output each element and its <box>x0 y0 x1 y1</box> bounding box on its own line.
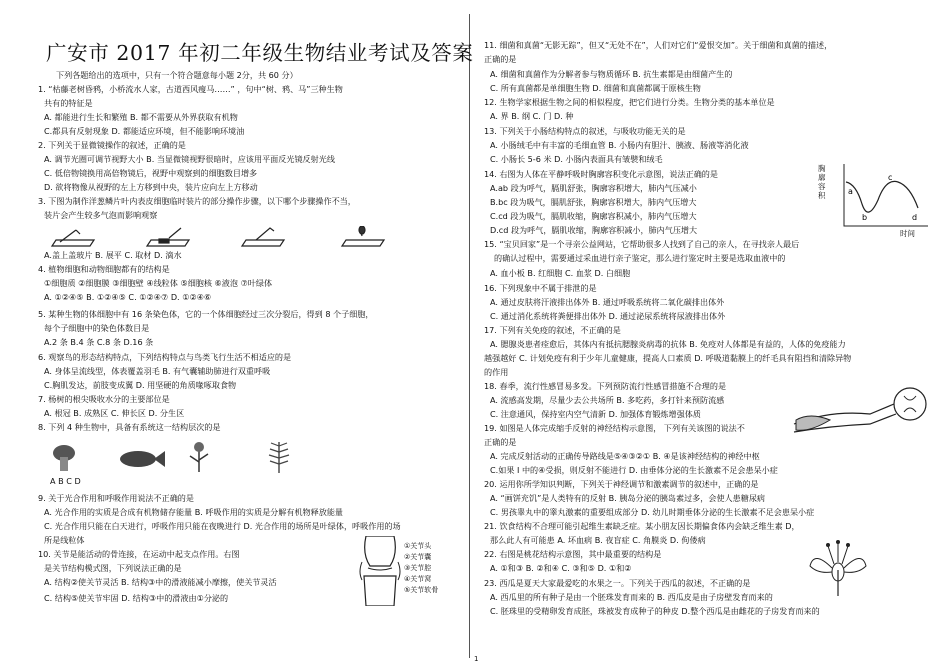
left-line-26: 9. 关于光合作用和呼吸作用说法不正确的是 <box>38 493 194 503</box>
left-line-32: A. 结构②使关节灵活 B. 结构③中的滑液能减小摩擦，使关节灵活 <box>44 577 277 587</box>
right-line-26: A. 流感高发期，尽量少去公共场所 B. 多吃药，多打针来预防流感 <box>490 395 725 405</box>
left-line-11: 装片会产生较多气泡而影响观察 <box>44 210 158 220</box>
chart-ylabel: 胸廓容积 <box>818 164 826 200</box>
left-line-22: 7. 杨树的根尖吸收水分的主要部位是 <box>38 394 170 404</box>
right-line-38: A. ①和③ B. ②和④ C. ③和⑤ D. ①和② <box>490 563 632 573</box>
left-line-29: 所是线粒体 <box>44 535 85 545</box>
left-line-30: 10. 关节是能活动的骨连接，在运动中起支点作用。右图 <box>38 549 240 559</box>
left-line-21: C.胸肌发达，前肢变成翼 D. 用坚硬的角质喙啄取食物 <box>44 380 237 390</box>
left-line-19: 6. 观察鸟的形态结构特点，下列结构特点与鸟类飞行生活不相适应的是 <box>38 352 292 362</box>
mushroom-icon <box>52 443 76 473</box>
right-line-28: 19. 如图是人体完成缩手反射的神经结构示意图， 下列有关该图的说法不 <box>484 423 745 433</box>
left-line-17: 每个子细胞中的染色体数目是 <box>44 323 150 333</box>
right-line-34: C. 男孩睾丸中的睾丸激素的重要组成部分 D. 幼儿时期垂体分泌的生长激素不足会患呆小症 <box>490 507 815 517</box>
right-line-6: A. 界 B. 纲 C. 门 D. 种 <box>490 111 574 121</box>
left-line-24: 8. 下列 4 种生物中，具备有系统这一结构层次的是 <box>38 422 221 432</box>
right-line-13: C.cd 段为吸气，膈肌收缩，胸廓容积减小，肺内气压增大 <box>490 211 697 221</box>
page-number: 1 <box>474 655 479 663</box>
right-line-22: A. 腮腺炎患者痊愈后，其体内有抵抗腮腺炎病毒的抗体 B. 免疫对人体都是有益的，人体的免疫能力 <box>490 339 846 349</box>
right-line-17: A. 血小板 B. 红细胞 C. 血浆 D. 白细胞 <box>490 268 631 278</box>
right-line-35: 21. 饮食结构不合理可能引起维生素缺乏症。某小朋友因长期偏食体内会缺乏维生素 D， <box>484 521 800 531</box>
right-line-1: 11. 细菌和真菌“无影无踪”，但又“无处不在”，人们对它们“爱恨交加”。关于细菌和真菌的描述， <box>484 40 833 50</box>
knee-label-4: ④关节窝 <box>404 575 432 583</box>
left-line-15: A. ①②④⑤ B. ①②④⑤ C. ①②④⑦ D. ①②④⑥ <box>44 292 212 302</box>
point-label-b: b <box>862 213 868 222</box>
right-line-41: C. 胚珠里的受精卵发育成胚，珠被发育成种子的种皮 D.整个西瓜是由雌花的子房发育而来的 <box>490 606 820 616</box>
right-line-32: 20. 运用你所学知识判断，下列关于神经调节和激素调节的叙述中，正确的是 <box>484 479 759 489</box>
exam-title: 广安市 2017 年初二年级生物结业考试及答案 <box>46 41 474 65</box>
right-line-12: B.bc 段为吸气，膈肌舒张，胸廓容积增大，肺内气压增大 <box>490 197 697 207</box>
flower-plant-icon <box>186 440 212 474</box>
right-line-10: 14. 右图为人体在平静呼吸时胸廓容积变化示意图，说法正确的是 <box>484 169 718 179</box>
knee-joint-diagram <box>356 536 404 606</box>
right-line-40: A. 西瓜里的所有种子是由一个胚珠发育而来的 B. 西瓜皮是由子房壁发育而来的 <box>490 592 773 602</box>
knee-label-1: ①关节头 <box>404 542 432 550</box>
left-line-27: A. 光合作用的实质是合成有机物储存能量 B. 呼吸作用的实质是分解有机物释放能量 <box>44 507 344 517</box>
right-line-19: A. 通过皮肤将汗液排出体外 B. 通过呼吸系统将二氧化碳排出体外 <box>490 297 725 307</box>
right-line-29: 正确的是 <box>484 437 517 447</box>
left-line-5: C.都具有反射现象 D. 都能适应环境，但不能影响环境油 <box>44 126 245 136</box>
left-line-6: 2. 下列关于显微镜操作的叙述，正确的是 <box>38 140 186 150</box>
right-line-23: 越强越好 C. 计划免疫有利于少年儿童健康，提高人口素质 D. 呼吸道黏膜上的纤毛具有阻挡和清除异物 <box>484 353 852 363</box>
left-line-4: A. 都能进行生长和繁殖 B. 都不需要从外界获取有机物 <box>44 112 238 122</box>
right-line-27: C. 注意通风，保持室内空气清新 D. 加强体育锻炼增强体质 <box>490 409 701 419</box>
left-line-2: 1. “枯藤老树昏鸦，小桥流水人家，古道西风瘦马……” ，句中“树、鸦、马”三种生物 <box>38 84 343 94</box>
left-line-28: C. 光合作用只能在白天进行，呼吸作用只能在夜晚进行 D. 光合作用的场所是叶绿体，呼吸作用的场 <box>44 521 401 531</box>
right-line-39: 23. 西瓜是夏天大家最爱吃的水果之一。下列关于西瓜的叙述，不正确的是 <box>484 578 751 588</box>
left-line-31: 是关节结构模式图，下列说法正确的是 <box>44 563 182 573</box>
left-line-20: A. 身体呈流线型，体表覆盖羽毛 B. 有气囊辅助肺进行双重呼吸 <box>44 366 271 376</box>
right-line-33: A. “画饼充饥”是人类特有的反射 B. 胰岛分泌的胰岛素过多，会使人患糖尿病 <box>490 493 766 503</box>
left-line-1: 下列各题给出的选项中，只有一个符合题意每小题 2分，共 60 分） <box>56 70 298 80</box>
spread-step-icon <box>147 228 189 246</box>
reflex-arc-diagram <box>790 380 930 440</box>
knee-label-5: ⑤关节软骨 <box>404 586 439 594</box>
left-line-25: A B C D <box>50 476 81 486</box>
fish-icon <box>118 448 166 470</box>
left-line-3: 共有的特征是 <box>44 98 93 108</box>
right-line-31: C.如果 I 中的④受损，则反射不能进行 D. 由垂体分泌的生长激素不足会患呆小症 <box>490 465 778 475</box>
left-line-33: C. 结构⑤使关节牢固 D. 结构③中的滑液由①分泌的 <box>44 593 229 603</box>
left-line-8: C. 低倍物镜换用高倍物镜后，视野中观察到的细胞数目增多 <box>44 168 258 178</box>
right-line-11: A.ab 段为呼气，膈肌舒张，胸廓容积增大，肺内气压减小 <box>490 183 697 193</box>
right-line-14: D.cd 段为呼气，膈肌收缩，胸廓容积减小，肺内气压增大 <box>490 225 698 235</box>
left-line-23: A. 根冠 B. 成熟区 C. 伸长区 D. 分生区 <box>44 408 185 418</box>
right-line-4: C. 所有真菌都是单细胞生物 D. 细菌和真菌都属于原核生物 <box>490 83 701 93</box>
right-line-21: 17. 下列有关免疫的叙述，不正确的是 <box>484 325 621 335</box>
right-line-9: C. 小肠长 5-6 米 D. 小肠内表面具有皱襞和绒毛 <box>490 154 663 164</box>
right-line-15: 15. “宝贝回家”是一个寻亲公益网站，它帮助很多人找到了自己的亲人，在寻找亲人最后 <box>484 239 800 249</box>
right-line-5: 12. 生物学家根据生物之间的相似程度，把它们进行分类。生物分类的基本单位是 <box>484 97 775 107</box>
right-line-2: 正确的是 <box>484 54 517 64</box>
left-line-14: ①细胞质 ②细胞膜 ③细胞壁 ④线粒体 ⑤细胞核 ⑥液泡 ⑦叶绿体 <box>44 278 273 288</box>
left-line-9: D. 欲将物像从视野的左上方移到中央，装片应向左上方移动 <box>44 182 258 192</box>
point-label-c: c <box>888 173 893 182</box>
slide-step-icons <box>50 226 420 250</box>
cover-slip-step-icon <box>52 230 94 246</box>
right-line-3: A. 细菌和真菌作为分解者参与物质循环 B. 抗生素都是由细菌产生的 <box>490 69 733 79</box>
left-line-16: 5. 某种生物的体细胞中有 16 条染色体，它的一个体细胞经过三次分裂后，得到 8 个子细胞， <box>38 309 374 319</box>
left-line-7: A. 调节光圈可调节视野大小 B. 当显微镜视野很暗时，应该用平面反光镜反射光线 <box>44 154 335 164</box>
point-label-d: d <box>912 213 918 222</box>
left-line-10: 3. 下图为制作洋葱鳞片叶内表皮细胞临时装片的部分操作步骤，以下哪个步骤操作不当， <box>38 196 356 206</box>
left-line-18: A.2 条 B.4 条 C.8 条 D.16 条 <box>44 337 154 347</box>
knee-label-3: ③关节腔 <box>404 564 432 572</box>
left-line-12: A.盖上盖玻片 B. 展平 C. 取材 D. 滴水 <box>44 250 182 260</box>
point-label-a: a <box>848 187 853 196</box>
peach-flower-diagram <box>808 540 868 598</box>
breathing-volume-chart <box>828 160 932 250</box>
knee-label-2: ②关节囊 <box>404 553 432 561</box>
right-line-8: A. 小肠绒毛中有丰富的毛细血管 B. 小肠内有胆汁、胰液、肠液等消化液 <box>490 140 749 150</box>
right-line-30: A. 完成反射活动的正确传导路线是⑤④③②① B. ④是该神经结构的神经中枢 <box>490 451 760 461</box>
right-line-18: 16. 下列现象中不属于排泄的是 <box>484 283 597 293</box>
left-line-13: 4. 植物细胞和动物细胞都有的结构是 <box>38 264 170 274</box>
right-line-16: 的确认过程中，需要通过采血进行亲子鉴定，那么进行鉴定时主要是选取血液中的 <box>494 253 786 263</box>
right-line-25: 18. 春季，流行性感冒易多发。下列预防流行性感冒措施不合理的是 <box>484 381 727 391</box>
right-line-7: 13. 下列关于小肠结构特点的叙述，与吸收功能无关的是 <box>484 126 686 136</box>
right-line-36: 那么此人有可能患 A. 坏血病 B. 夜盲症 C. 角膜炎 D. 佝偻病 <box>490 535 706 545</box>
fern-plant-icon <box>266 440 292 474</box>
column-divider <box>469 14 470 658</box>
right-line-37: 22. 右图是桃花结构示意图，其中最重要的结构是 <box>484 549 662 559</box>
right-line-20: C. 通过消化系统将粪便排出体外 D. 通过泌尿系统将尿液排出体外 <box>490 311 726 321</box>
drip-water-step-icon <box>342 226 384 246</box>
sample-step-icon <box>242 228 284 246</box>
chart-xlabel: 时间 <box>900 229 915 238</box>
right-line-24: 的作用 <box>484 367 509 377</box>
